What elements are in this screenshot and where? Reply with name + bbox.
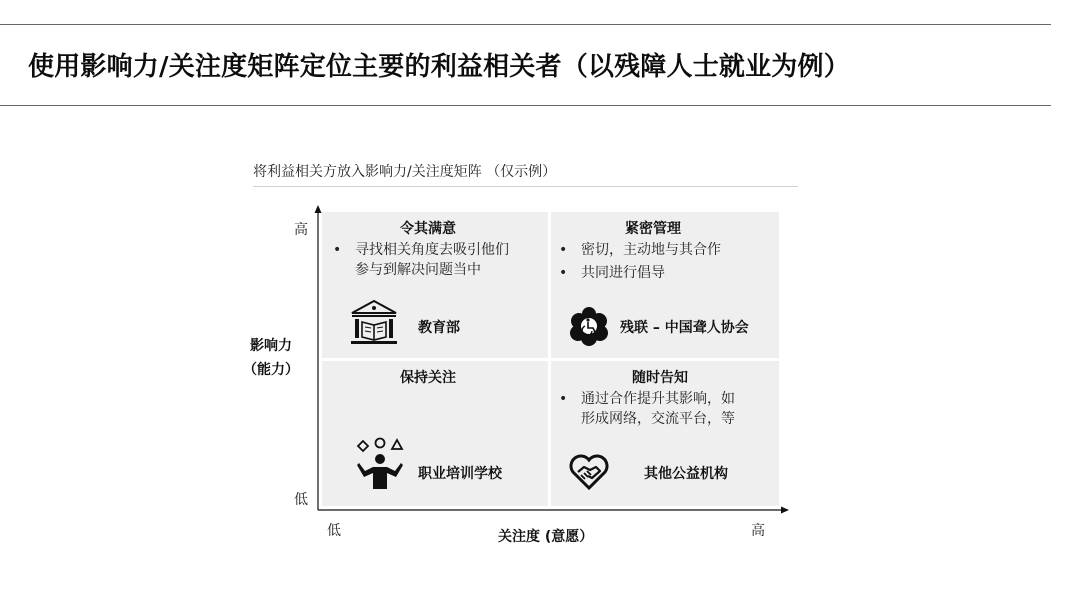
bullet-text: 共同进行倡导: [581, 265, 665, 281]
person-juggling-shapes-icon: [355, 437, 405, 491]
x-axis-label: 关注度 (意愿）: [498, 529, 594, 545]
bullet-text: 参与到解决问题当中: [355, 262, 481, 278]
stakeholder-label: 残联 – 中国聋人协会: [620, 320, 749, 336]
quadrant-title: 令其满意: [400, 221, 456, 237]
y-axis-high: 高: [294, 222, 308, 238]
bullet-dot: •: [559, 242, 568, 258]
matrix-subtitle: 将利益相关方放入影响力/关注度矩阵 （仅示例）: [253, 164, 557, 180]
x-axis-low: 低: [327, 523, 341, 539]
y-axis-label: 影响力: [250, 338, 292, 354]
quadrant-title: 紧密管理: [625, 221, 681, 237]
bullet-dot: •: [559, 391, 568, 407]
bullet-item: [559, 263, 774, 283]
x-axis-high: 高: [751, 523, 765, 539]
stakeholder-label: 教育部: [418, 320, 460, 336]
bullet-text: 形成网络，交流平台，等: [581, 411, 735, 427]
bullet-text: 寻找相关角度去吸引他们: [355, 242, 509, 258]
disability-federation-logo-icon: [570, 305, 608, 347]
bullet-text: 通过合作提升其影响，如: [581, 391, 735, 407]
quadrant-title: 保持关注: [400, 370, 456, 386]
bullet-item: [333, 240, 548, 280]
bullet-text: 密切，主动地与其合作: [581, 242, 721, 258]
handshake-heart-icon: [568, 452, 610, 490]
bullet-dot: •: [333, 242, 342, 258]
quadrant-title: 随时告知: [632, 370, 688, 386]
y-axis-label-sub: （能力）: [243, 362, 299, 378]
y-axis-low: 低: [294, 492, 308, 508]
bullet-dot: •: [559, 265, 568, 281]
stakeholder-label: 其他公益机构: [644, 466, 728, 482]
stakeholder-label: 职业培训学校: [418, 466, 502, 482]
bullet-item: [559, 240, 774, 260]
page-title: 使用影响力/关注度矩阵定位主要的利益相关者（以残障人士就业为例）: [28, 52, 850, 82]
building-books-icon: [349, 298, 399, 346]
bullet-item: [559, 389, 774, 429]
